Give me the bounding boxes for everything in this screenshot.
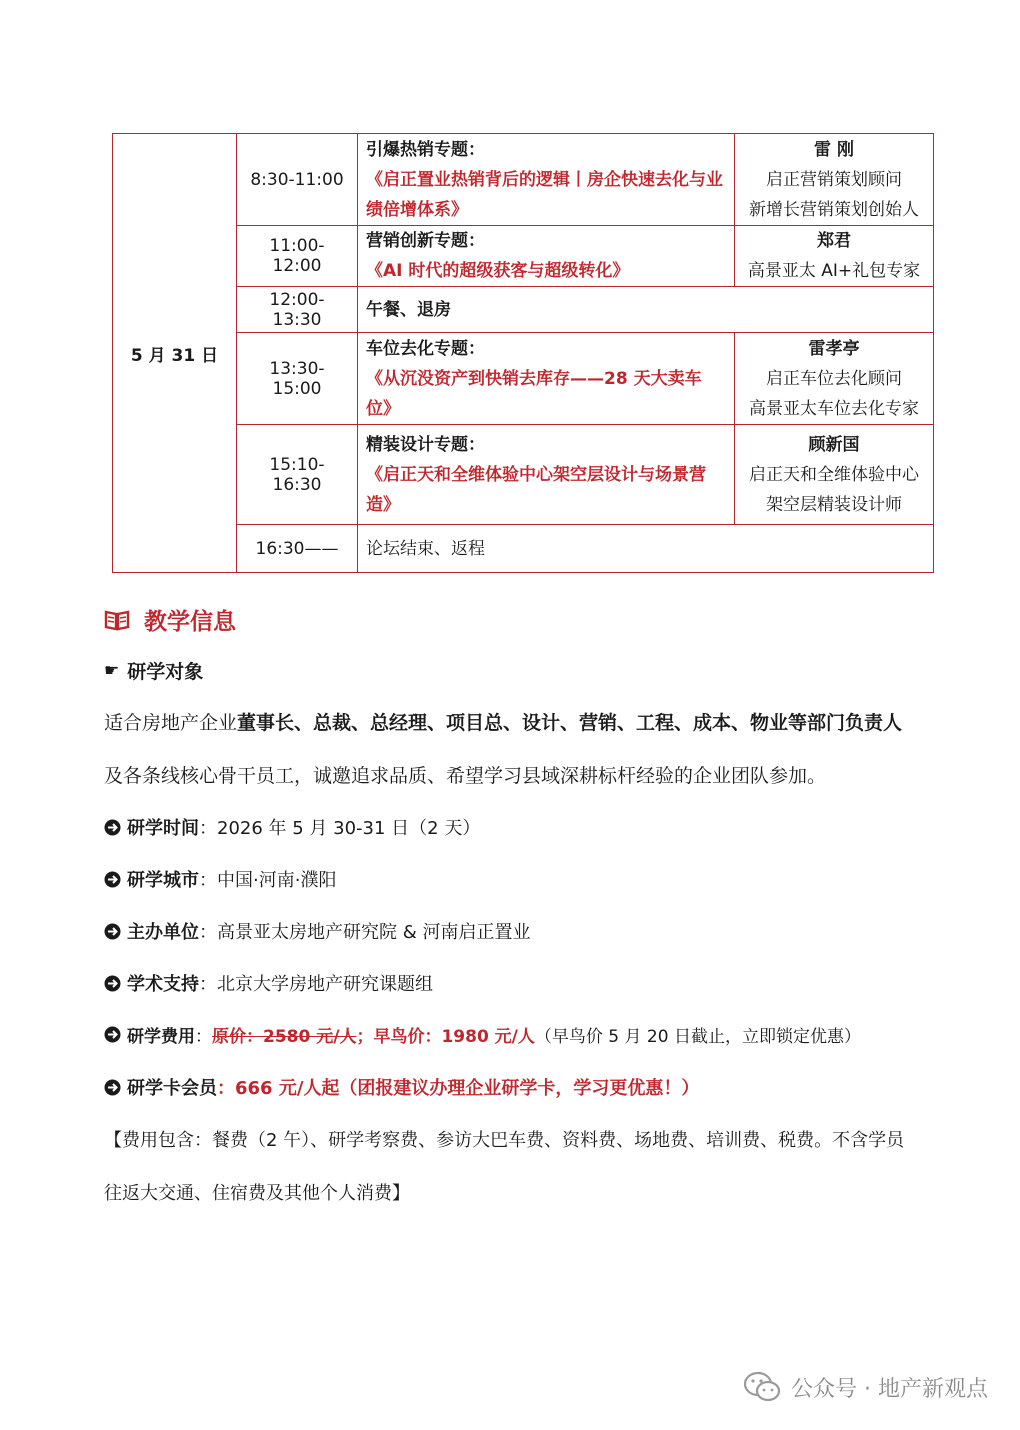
info-value: ：高景亚太房地产研究院 & 河南启正置业 [199, 922, 531, 943]
info-city [104, 866, 336, 892]
arrow-icon [104, 871, 121, 888]
schedule-time: 16:30—— [237, 525, 358, 573]
schedule-time: 15:10-16:30 [237, 425, 358, 525]
info-label: 学术支持 [127, 974, 199, 995]
info-colon: ： [195, 1027, 212, 1047]
speaker-role: 新增长营销策划创始人 [749, 199, 919, 220]
info-label: 研学费用 [127, 1027, 195, 1047]
target-paragraph [104, 697, 919, 803]
speaker-role: 启正车位去化顾问 [766, 368, 902, 389]
topic-label: 营销创新专题： [366, 231, 485, 251]
topic-label: 论坛结束、返程 [366, 538, 485, 559]
topic-title: 《AI 时代的超级获客与超级转化》 [366, 261, 630, 281]
early-bird-price: ；早鸟价：1980 元/人 [356, 1027, 535, 1047]
schedule-table [112, 133, 934, 573]
schedule-topic [358, 226, 735, 287]
schedule-date: 5 月 31 日 [113, 134, 237, 573]
arrow-icon [104, 975, 121, 992]
target-heading-text: 研学对象 [127, 661, 204, 683]
section-heading [104, 603, 236, 636]
speaker-name: 雷 刚 [814, 139, 854, 160]
wechat-icon [743, 1371, 781, 1403]
schedule-speaker [735, 333, 934, 425]
original-price: 原价：2580 元/人 [212, 1027, 357, 1047]
speaker-name: 雷孝亭 [808, 338, 860, 359]
info-card [104, 1074, 699, 1100]
schedule-topic [358, 425, 735, 525]
schedule-speaker [735, 226, 934, 287]
speaker-role: 启正天和全维体验中心 [749, 464, 919, 485]
early-bird-note: （早鸟价 5 月 20 日截止，立即锁定优惠） [534, 1027, 861, 1047]
speaker-role: 启正营销策划顾问 [766, 169, 902, 190]
target-heading [104, 657, 203, 684]
schedule-time: 8:30-11:00 [237, 134, 358, 226]
schedule-topic [358, 134, 735, 226]
schedule-speaker [735, 134, 934, 226]
fees-include: 【费用包含：餐费（2 午）、研学考察费、参访大巴车费、资料费、场地费、培训费、税费。不含学员往返大交通、住宿费及其他个人消费】 [104, 1130, 905, 1204]
schedule-topic [358, 287, 934, 333]
info-label: 研学城市 [127, 870, 199, 891]
membership-price: ：666 元/人起（团报建议办理企业研学卡，学习更优惠！） [217, 1078, 700, 1099]
schedule-row [113, 287, 934, 333]
footer-text: 公众号 · 地产新观点 [791, 1376, 988, 1402]
schedule-time: 11:00-12:00 [237, 226, 358, 287]
pointing-hand-icon: ☛ [104, 660, 120, 681]
schedule-speaker [735, 425, 934, 525]
schedule-time: 13:30-15:00 [237, 333, 358, 425]
target-roles: 董事长、总裁、总经理、项目总、设计、营销、工程、成本、物业等部门负责人 [237, 712, 903, 734]
topic-label: 引爆热销专题： [366, 139, 485, 160]
info-time [104, 814, 480, 840]
section-title: 教学信息 [144, 609, 236, 635]
topic-title: 《启正置业热销背后的逻辑丨房企快速去化与业绩倍增体系》 [366, 169, 723, 220]
info-fee [104, 1022, 861, 1047]
topic-title: 《启正天和全维体验中心架空层设计与场景营造》 [366, 464, 706, 515]
schedule-topic [358, 333, 735, 425]
info-host [104, 918, 530, 944]
topic-label: 午餐、退房 [366, 299, 451, 320]
speaker-role: 高景亚太车位去化专家 [749, 398, 919, 419]
target-text: 及各条线核心骨干员工，诚邀追求品质、希望学习县域深耕标杆经验的企业团队参加。 [104, 765, 827, 787]
speaker-name: 顾新国 [808, 434, 860, 455]
info-label: 主办单位 [127, 922, 199, 943]
info-label: 研学卡会员 [127, 1078, 217, 1099]
footer-watermark [743, 1371, 988, 1403]
info-value: ：2026 年 5 月 30-31 日（2 天） [199, 818, 481, 839]
schedule-row [113, 525, 934, 573]
schedule-time: 12:00-13:30 [237, 287, 358, 333]
speaker-role: 高景亚太 AI+礼包专家 [747, 261, 921, 281]
speaker-name: 郑君 [817, 231, 851, 251]
topic-title: 《从沉没资产到快销去库存——28 天大卖车位》 [366, 368, 702, 419]
speaker-role: 架空层精装设计师 [766, 494, 902, 515]
arrow-icon [104, 1079, 121, 1096]
topic-label: 车位去化专题： [366, 338, 485, 359]
arrow-icon [104, 1026, 121, 1043]
target-text: 适合房地产企业 [104, 712, 238, 734]
schedule-row [113, 425, 934, 525]
schedule-row [113, 134, 934, 226]
info-value: ：北京大学房地产研究课题组 [199, 974, 433, 995]
topic-label: 精装设计专题： [366, 434, 485, 455]
info-value: ：中国·河南·濮阳 [199, 870, 337, 891]
arrow-icon [104, 923, 121, 940]
arrow-icon [104, 819, 121, 836]
book-icon [104, 609, 130, 631]
schedule-row [113, 333, 934, 425]
info-support [104, 970, 433, 996]
schedule-row [113, 226, 934, 287]
schedule-topic [358, 525, 934, 573]
info-label: 研学时间 [127, 818, 199, 839]
